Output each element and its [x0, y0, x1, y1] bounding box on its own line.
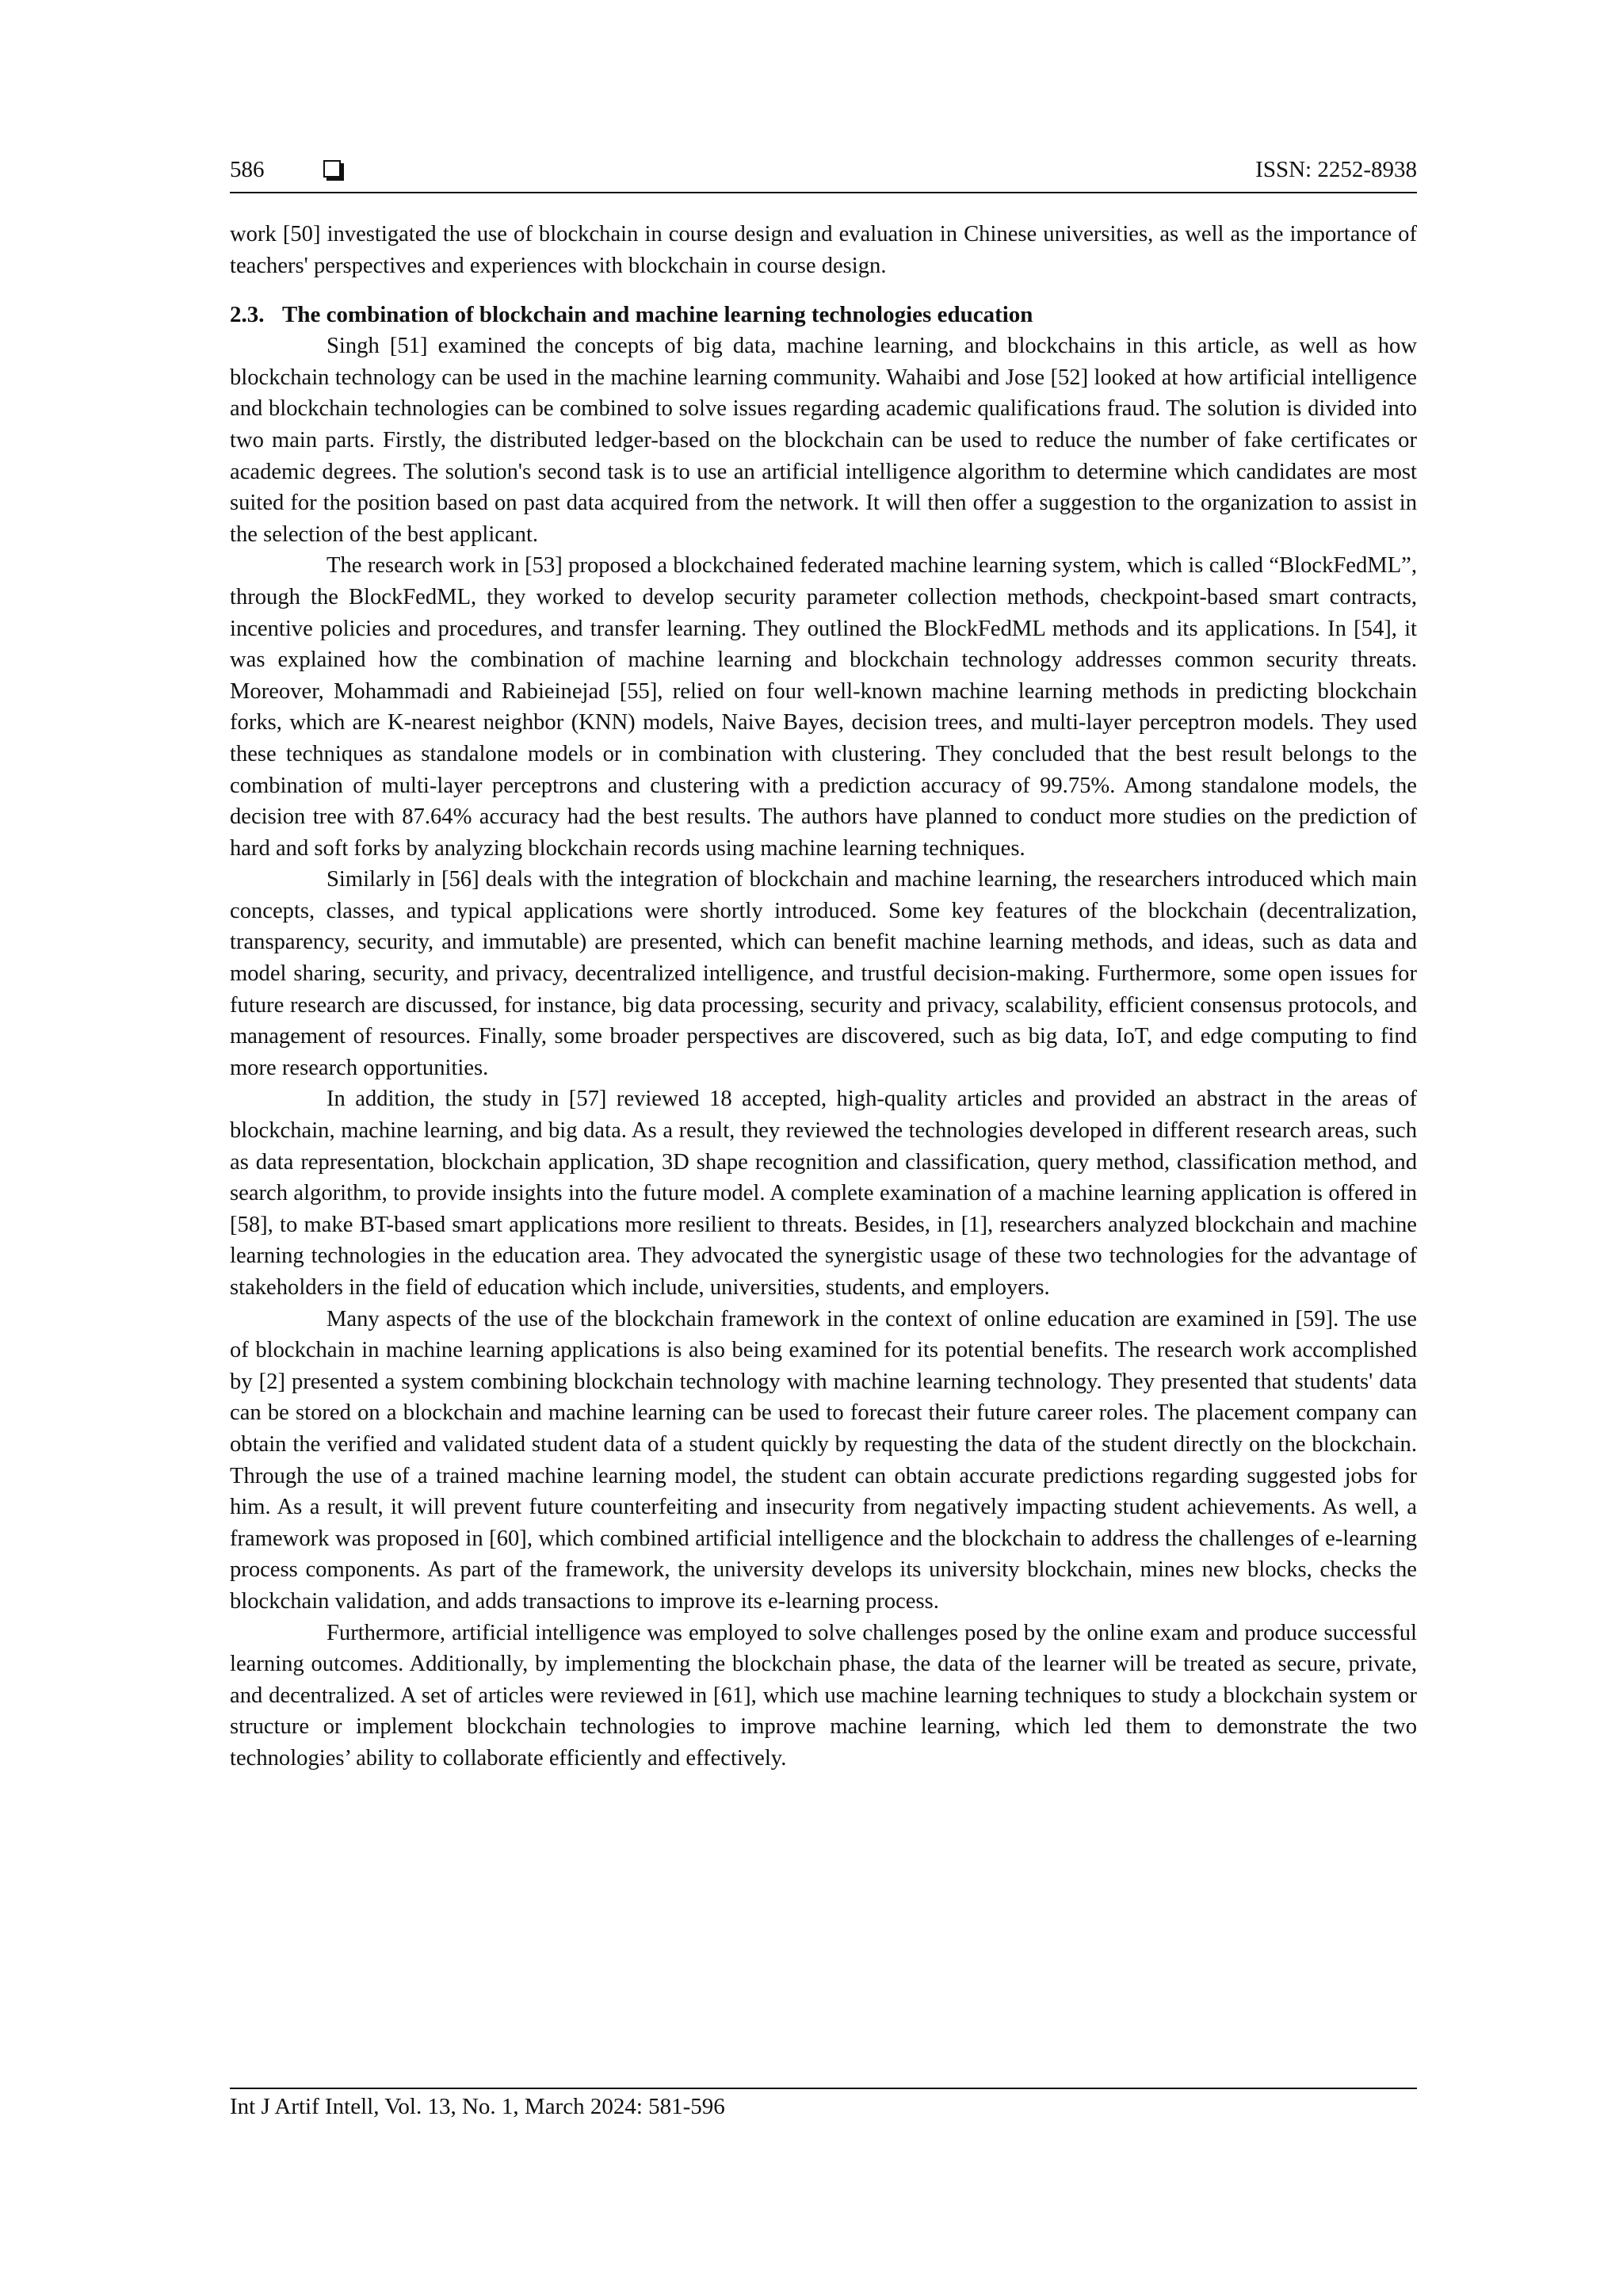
body-paragraph: Furthermore, artificial intelligence was employed to solve challenges posed by the online exam and produce successful learning outcomes. Additionally, by implementing the blockchain phase, the data of the learner will be treated as secure, private, and decentralized. A set of articles were reviewed in [61], which use machine learning techniques to study a blockchain system or structure or implement blockchain technologies to improve machine learning, which led them to demonstrate the two technologies’ ability to collaborate efficiently and effectively. — [230, 1620, 1417, 1771]
page-footer — [230, 2088, 1417, 2120]
body-paragraph: The research work in [53] proposed a blockchained federated machine learning system, which is called “BlockFedML”, through the BlockFedML, they worked to develop security parameter collection methods, checkpoint-based smart contracts, incentive policies and procedures, and transfer learning. They outlined the BlockFedML methods and its applications. In [54], it was explained how the combination of machine learning and blockchain technology addresses common security threats. Moreover, Mohammadi and Rabieinejad [55], relied on four well-known machine learning methods in predicting blockchain forks, which are K-nearest neighbor (KNN) models, Naive Bayes, decision trees, and multi-layer perceptron models. They used these techniques as standalone models or in combination with clustering. They concluded that the best result belongs to the combination of multi-layer perceptrons and clustering with a prediction accuracy of 99.75%. Among standalone models, the decision tree with 87.64% accuracy had the best results. The authors have planned to conduct more studies on the prediction of hard and soft forks by analyzing blockchain records using machine learning techniques. — [230, 553, 1417, 861]
body-paragraph: In addition, the study in [57] reviewed 18 accepted, high-quality articles and provided an abstract in the areas of blockchain, machine learning, and big data. As a result, they reviewed the technologies developed in different research areas, such as data representation, blockchain application, 3D shape recognition and classification, query method, classification method, and search algorithm, to provide insights into the future model. A complete examination of a machine learning application is offered in [58], to make BT-based smart applications more resilient to threats. Besides, in [1], researchers analyzed blockchain and machine learning technologies in the education area. They advocated the synergistic usage of these two technologies for the advantage of stakeholders in the field of education which include, universities, students, and employers. — [230, 1087, 1417, 1300]
body-paragraph: Similarly in [56] deals with the integration of blockchain and machine learning, the researchers introduced which main concepts, classes, and typical applications were shortly introduced. Some key features of the blockchain (decentralization, transparency, security, and immutable) are presented, which can benefit machine learning methods, and ideas, such as data and model sharing, security, and privacy, decentralized intelligence, and trustful decision-making. Furthermore, some open issues for future research are discussed, for instance, big data processing, security and privacy, scalability, efficient consensus protocols, and management of resources. Finally, some broader perspectives are discovered, such as big data, IoT, and edge computing to find more research opportunities. — [230, 867, 1417, 1080]
page-number: 586 — [230, 157, 265, 182]
section-number: 2.3. — [230, 302, 265, 328]
issn: ISSN: 2252-8938 — [1255, 157, 1417, 182]
section-title: The combination of blockchain and machine learning technologies education — [282, 302, 1033, 328]
body-paragraph: Many aspects of the use of the blockchain framework in the context of online education are examined in [59]. The use of blockchain in machine learning applications is also being examined for its potential benefits. The research work accomplished by [2] presented a system combining blockchain technology with machine learning technology. They presented that students' data can be stored on a blockchain and machine learning can be used to forecast their future career roles. The placement company can obtain the verified and validated student data of a student quickly by requesting the data of the student directly on the blockchain. Through the use of a trained machine learning model, the student can obtain accurate predictions regarding suggested jobs for him. As a result, it will prevent future counterfeiting and insecurity from negatively impacting student achievements. As well, a framework was proposed in [60], which combined artificial intelligence and the blockchain to address the challenges of e-learning process components. As part of the framework, the university develops its university blockchain, mines new blocks, checks the blockchain validation, and adds transactions to improve its e-learning process. — [230, 1306, 1417, 1614]
section-heading — [230, 299, 1417, 330]
square-icon — [323, 160, 341, 178]
article-body — [230, 219, 1417, 1775]
intro-paragraph: work [50] investigated the use of blockchain in course design and evaluation in Chinese universities, as well as the importance of teachers' perspectives and experiences with blockchain in course design. — [230, 222, 1417, 278]
page-header — [230, 151, 1417, 193]
body-paragraph: Singh [51] examined the concepts of big data, machine learning, and blockchains in this article, as well as how blockchain technology can be used in the machine learning community. Wahaibi and Jose [52] looked at how artificial intelligence and blockchain technologies can be combined to solve issues regarding academic qualifications fraud. The solution is divided into two main parts. Firstly, the distributed ledger-based on the blockchain can be used to reduce the number of fake certificates or academic degrees. The solution's second task is to use an artificial intelligence algorithm to determine which candidates are most suited for the position based on past data acquired from the network. It will then offer a suggestion to the organization to assist in the selection of the best applicant. — [230, 334, 1417, 547]
journal-citation: Int J Artif Intell, Vol. 13, No. 1, March 2024: 581-596 — [230, 2094, 725, 2119]
